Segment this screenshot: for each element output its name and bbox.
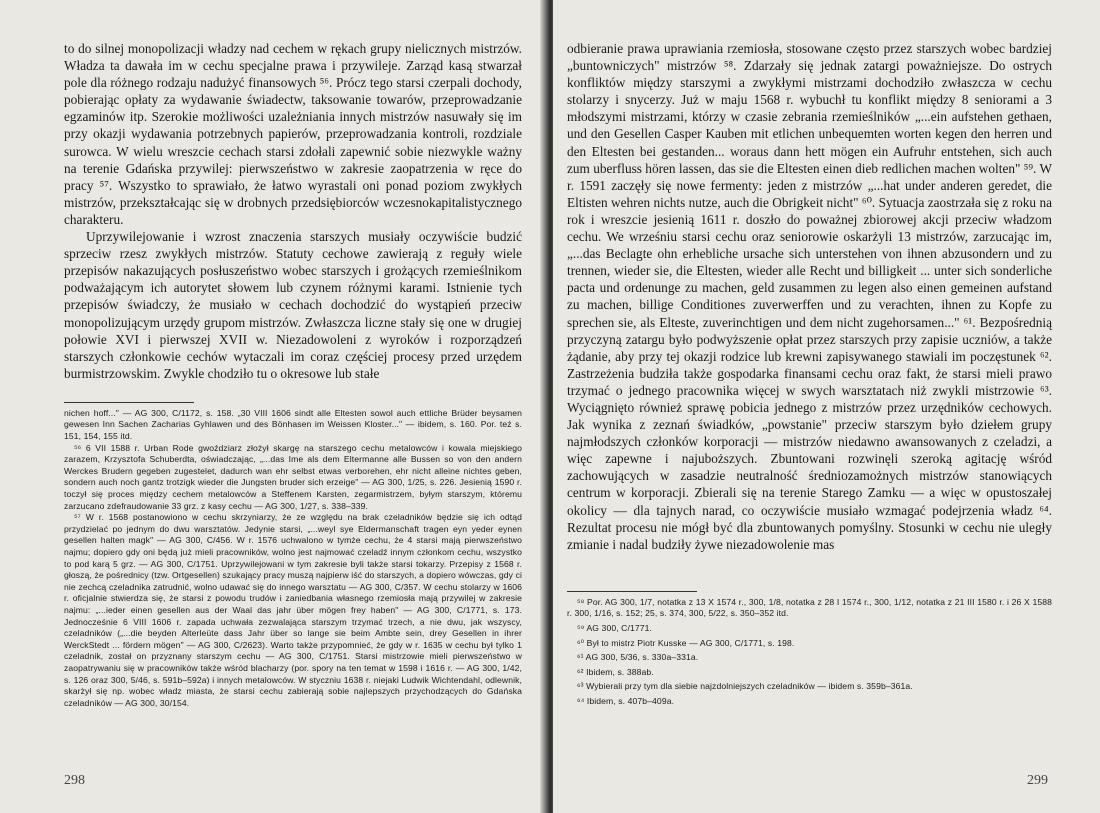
right-paragraph-1: odbieranie prawa uprawiania rzemiosła, stosowane często przez starszych wobec bardziej „buntowniczych" mistrzów ⁵⁸. Zdarzały się jednak zatargi poważniejsze. Do ostrych konfliktów między starszymi a zwykłymi mistrzami dochodziło zwłaszcza w cechu stolarzy i snycerzy. Już w maju 1568 r. wybuchł tu konflikt między 8 seniorami a 3 młodszymi mistrzami, którzy w czasie zebrania rzemieślników „...ein aufstehen gethaen, und den Gesellen Casper Kauben mit etlichen unbequemten worten kegen den herren und den Eltesten bei gestanden... woraus dann hett mögen ein Aufruhr entstehen, sich auch zum uberfluss hören lassen, das sie die Eltesten einen dieb redlichen machen wolten" ⁵⁹. W r. 1591 zaczęły się nowe fermenty: jeden z mistrzów „...hat under anderen geredet, die Eltisten wehren nichts nutze, auch die Obrigkeit nicht" ⁶⁰. Sytuacja zaostrzała się z roku na rok i wreszcie jesienią 1611 r. doszło do poważnej zbiorowej akcji przeciw władzom cechu. We wrześniu starsi cechu oraz seniorowie oskarżyli 13 mistrzów, zarzucając im, „...das Beclagte ohn erhebliche ursache sich unterstehen von ihnen abzusondern und zu trennen, wieder sie, die Eltesten, wieder alle Recht und billigkeit ... unter sich sonderliche pacta und ordenunge zu machen, geld zusammen zu legen also einen gemeinen aufstand zu machen, billige Conditiones zuverwerffen und zu verachten, ihnen zu Kopfe zu sprechen sie, als Elteste, zuverinchtigen und dem nicht zugehorsamen..." ⁶¹. Bezpośrednią przyczyną zatargu było podwyższenie opłat przez starszych przy zapisie uczniów, a także żądanie, aby przy tej okazji rodzice lub krewni zapisywanego stawiali im poczęstunek ⁶². Zastrzeżenia budziła także gospodarka finansami cechu oraz fakt, że starsi mieli prawo trzymać o jednego pracownika więcej w swych warsztatach niż zwykli mistrzowie ⁶³. Wyciągnięto również sprawę pobicia jednego z mistrzów przez urzędników cechowych. Jak wynika z zeznań świadków, „powstanie" przeciw starszym było dziełem grupy najmłodszych członków korporacji — mistrzów niedawno awansowanych z czeladzi, a więc zapewne i najuboższych. Zbuntowani rozwinęli szeroką agitację wśród zachowujących w zasadzie neutralność średniozamożnych mistrzów stanowiących centrum w korporacji. Zbierali się na terenie Starego Zamku — a więc w opustoszałej okolicy — dla tajnych narad, co oczywiście musiało wzmagać podejrzenia władz ⁶⁴. Rezultat procesu nie mógł być dla zbuntowanych pomyślny. Stosunki w cechu nie uległy zmianie i nadal budziły żywe niezadowolenie mas xyxy=(567,41,1052,552)
left-paragraph-2: Uprzywilejowanie i wzrost znaczenia starszych musiały oczywiście budzić sprzeciw rzesz zwykłych mistrzów. Statuty cechowe zawierają z reguły wiele przepisów nakazujących posłuszeństwo wobec starszych i grożących rzemieślnikom podważającym ich autorytet słowem lub czynem różnymi karami. Istnienie tych przepisów świadczy, że musiało w cechach dochodzić do wystąpień przeciw monopolizującym urzędy grupom mistrzów. Zwłaszcza liczne stały się one w drugiej połowie XVI i pierwszej XVII w. Niezadowoleni z wyroków i rozporządzeń starszych członkowie cechów wytaczali im coraz częściej procesy przed urzędem burmistrzowskim. Zwykle chodziło tu o okresowe lub stałe xyxy=(64,229,522,381)
left-page xyxy=(0,0,548,813)
footnote-separator xyxy=(567,591,697,592)
footnote-61: ⁶¹ AG 300, 5/36, s. 330a–331a. xyxy=(577,652,699,663)
footnote-63: ⁶³ Wybierali przy tym dla siebie najzdolniejszych czeladników — ibidem s. 359b–361a. xyxy=(577,681,913,692)
left-body-text xyxy=(64,40,522,382)
left-footnotes xyxy=(64,408,522,709)
page-number-right: 299 xyxy=(1027,773,1048,788)
page-number-left: 298 xyxy=(64,773,85,788)
footnote-60: ⁶⁰ Był to mistrz Piotr Kusske — AG 300, C/1771, s. 198. xyxy=(577,637,795,648)
footnote-56: ⁵⁶ 6 VII 1588 r. Urban Rode gwoździarz złożył skargę na starszego cechu metalowców i kowala miejskiego zarazem, Krzysztofa Schuberdta, oświadczając, „...das Ime als dem Eltermanne alle Bussen so von den andern Werckes Brudern gegeben zugestelet, dadurch wan ehr selbst etwas verborehen, ehr nicht alleine nichtes geben, sondern auch noch gantz trotzigk wieder die Jungsten bruder sich erzeige" — AG 300, 1/25, s. 226. Jesienią 1590 r. toczył się proces między cechem metalowców a Steffenem Karsten, zegarmistrzem, byłym starszym, któremu zarzucano zdefraudowanie 33 grz. z kasy cechu — AG 300, 1/27, s. 338–339. xyxy=(64,442,522,511)
footnote-58: ⁵⁸ Por. AG 300, 1/7, notatka z 13 X 1574 r., 300, 1/8, notatka z 28 I 1574 r., 300, 1/12, notatka z 21 III 1580 r. i 26 X 1588 r. 300, 1/16, s. 152; 25, s. 374, 300, 5/22, s. 350–352 itd. xyxy=(567,596,1052,619)
footnote-62: ⁶² Ibidem, s. 388ab. xyxy=(577,666,654,677)
right-page xyxy=(553,0,1100,813)
footnote-continuation: nichen hoff..." — AG 300, C/1172, s. 158. „30 VIII 1606 sindt alle Eltesten sowol auch ettliche Brüder beysamen gewesen Inn Sachen Zacharias Gyhlawen und des Bönhasen im Weissen Kloster..." — ibidem, s. 160. Por. też s. 151, 154, 155 itd. xyxy=(64,407,522,442)
right-body-text xyxy=(567,40,1052,553)
footnote-57: ⁵⁷ W r. 1568 postanowiono w cechu skrzyniarzy, że ze względu na brak czeladników będzie się ich odtąd przydzielać po jednym do dwu warsztatów. Jedynie starsi, „...weyl sye Eldermanschaft tragen eyn yeder eynen gesellen halten magk" — AG 300, C/456. W r. 1576 uchwalono w tymże cechu, że 4 starsi mają pierwszeństwo najmu; dopiero gdy oni będą już mieli pracowników, wolno jest najmować czeladź innym członkom cechu, wszystko to pod karą 5 grz. — AG 300, C/1751. Uprzywilejowani w tym zakresie byli także starsi tokarzy. Przepisy z 1568 r. głoszą, że pośrednicy (tzw. Ortgesellen) szukający pracy muszą najpierw iść do starszych, a dopiero wówczas, gdy ci nie zechcą czeladnika zatrudnić, wolno udawać się do innego warsztatu — AG 300, C/357. W cechu stolarzy w 1606 r. oficjalnie stwierdza się, że starsi z powodu trudów i zaniedbania własnego rzemiosła mają przywilej w zakresie najmu: „...ieder einen gesellen aus der Waal das jahr über mögen frey haben" — AG 300, C/1771, s. 173. Jednocześnie 6 VIII 1606 r. zapada uchwała zezwalająca starszym trzymać trzech, a nie dwu, jak wszyscy, czeladników („...die beyden Alterleüte dass Jahr über so lange sie beim Ambte sein, drey Gesellen in ihrer WerckStedt ... fördern mögen" — AG 300, C/2623). Warto także przypomnieć, że gdy w r. 1635 w cechu był tylko 1 czeladnik, został on przyznany starszym cechu — AG 300, C/1751. Starsi mistrzowie mieli pierwszeństwo w zaopatrywaniu się w pracowników także wśród blacharzy (por. spory na ten temat w 1598 i 1616 r. — AG 300, 1/42, s. 126 oraz 300, 5/46, s. 591b–592a) i innych metalowców. W styczniu 1638 r. niejaki Ludwik Wichtendahl, odlewnik, skarżył się np. wobec władz miasta, że starsi cechu zabierają sobie najlepszych przychodzących do Gdańska czeladników — AG 300, 30/154. xyxy=(64,512,522,708)
right-footnotes xyxy=(567,597,1052,708)
footnote-59: ⁵⁹ AG 300, C/1771. xyxy=(577,623,652,633)
footnote-64: ⁶⁴ Ibidem, s. 407b–409a. xyxy=(577,695,675,706)
left-paragraph-1: to do silnej monopolizacji władzy nad cechem w rękach grupy nielicznych mistrzów. Władza ta dawała im w cechu specjalne prawa i przywileje. Zarząd kasą stwarzał pole dla różnego rodzaju nadużyć finansowych ⁵⁶. Prócz tego starsi czerpali dochody, pobierając opłaty za wydawanie świadectw, taksowanie towarów, przeprowadzanie egzaminów itp. Szerokie możliwości uzależniania innych mistrzów nasuwały się im przy okazji wydawania potrzebnych papierów, przeprowadzania kontroli, rozdziale surowca. W wielu wreszcie cechach starsi zdołali zapewnić sobie niezwykle ważny na terenie Gdańska przywilej: pierwszeństwo w zakresie zaopatrzenia w ręce do pracy ⁵⁷. Wszystko to sprawiało, że łatwo wyrastali oni ponad poziom zwykłych mistrzów, przekształcając się w drobnych przedsiębiorców wczesnokapitalistycznego charakteru. xyxy=(64,41,522,227)
footnote-separator xyxy=(64,402,194,403)
